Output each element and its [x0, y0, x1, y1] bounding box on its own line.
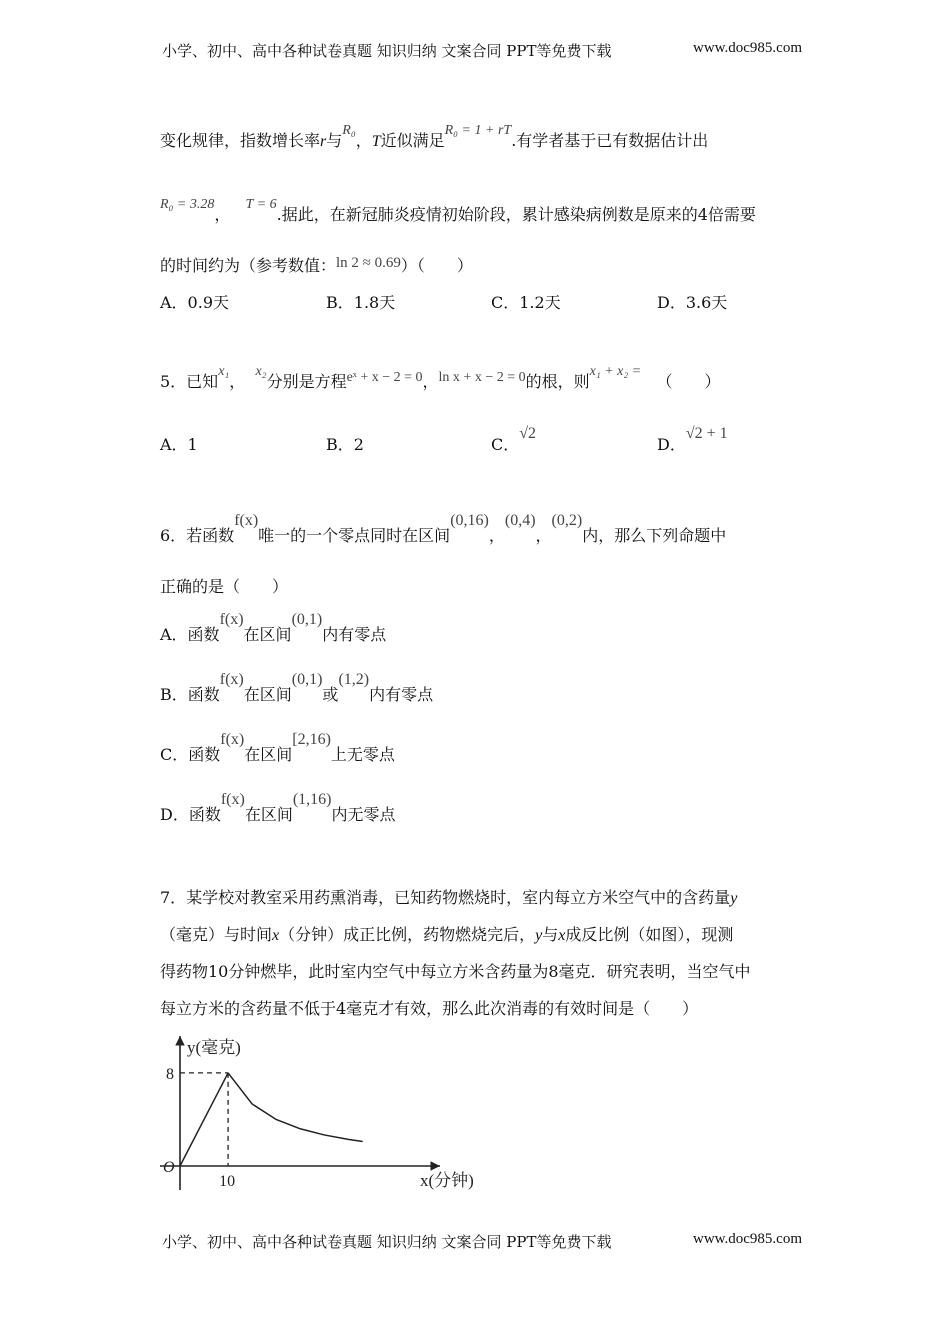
q4-option-d[interactable]: D．3.6天: [657, 293, 728, 312]
q4-text: ，: [355, 131, 372, 150]
q4-text: ，: [214, 205, 231, 224]
q4-option-b[interactable]: B．1.8天: [326, 293, 396, 312]
q6-option-a[interactable]: [160, 611, 387, 646]
q6-text: 6．若函数: [160, 526, 235, 545]
q6-math-interval: (0,1): [291, 611, 323, 628]
q6-text: 在区间: [243, 685, 292, 704]
q6-math-interval: (1,16): [292, 791, 332, 808]
q6-math-interval-1: (0,16): [450, 512, 489, 529]
q7-var-y: y: [730, 890, 738, 907]
header-site[interactable]: www.doc985.com: [692, 40, 802, 56]
series-line-1: [180, 1073, 228, 1166]
q7-text: （毫克）与时间: [160, 925, 273, 944]
q6-text: 在区间: [244, 745, 293, 764]
footer-text: 小学、初中、高中各种试卷真题 知识归纳 文案合同 PPT等免费下载: [162, 1233, 612, 1251]
q4-line-3: [160, 256, 473, 277]
q6-text: 在区间: [244, 805, 293, 824]
q6-math-fx: f(x): [219, 611, 244, 628]
q5-text: （ ）: [656, 372, 721, 391]
page-footer: [162, 1231, 802, 1252]
q5-option-d-label: D．: [657, 435, 686, 454]
q4-text: .据此，在新冠肺炎疫情初始阶段，累计感染病例数是原来的4倍需要: [276, 205, 756, 224]
q7-text: （分钟）成正比例，药物燃烧完后，: [279, 925, 536, 944]
x-tick-label: 10: [219, 1173, 236, 1190]
q7-line-2: [160, 925, 733, 946]
q7-line-1: [160, 888, 737, 909]
q6-stem-1: [160, 512, 727, 547]
q7-var-x: x: [272, 927, 280, 944]
q7-text: 成反比例（如图），现测: [565, 925, 734, 944]
x-axis-label: x(分钟): [420, 1171, 474, 1190]
page-header: [162, 40, 802, 61]
q4-line-1: [160, 123, 709, 153]
series-line-2: [228, 1073, 363, 1142]
header-text: 小学、初中、高中各种试卷真题 知识归纳 文案合同 PPT等免费下载: [162, 42, 612, 60]
q4-option-a[interactable]: A．0.9天: [160, 293, 230, 312]
q4-text: 近似满足: [380, 131, 445, 150]
q5-option-c-label: C．: [491, 435, 520, 454]
q6-stem-2: 正确的是（ ）: [160, 577, 289, 596]
q6-math-interval-3: (0,2): [551, 512, 583, 529]
q4-text: ）（ ）: [400, 256, 473, 275]
q6-option-d[interactable]: [160, 791, 396, 826]
q4-var-r: r: [320, 133, 327, 150]
q6-option-c[interactable]: [160, 731, 395, 766]
q5-option-c-math: √2: [519, 425, 537, 442]
q4-math-ln2: ln 2 ≈ 0.69: [336, 255, 401, 271]
q6-text: ，: [535, 526, 552, 545]
q5-math-x2: x₂: [255, 364, 267, 379]
q6-text: 在区间: [243, 625, 292, 644]
q6-text: 或: [322, 685, 339, 704]
q5-text: 5．已知: [160, 372, 219, 391]
origin-label: O: [163, 1159, 175, 1176]
q5-math-eq1: eˣ + x − 2 = 0: [346, 370, 423, 385]
q6-text: 内有零点: [322, 625, 387, 644]
q6-math-interval: (0,1): [291, 671, 323, 688]
q6-math-fx: f(x): [220, 731, 245, 748]
q5-option-b[interactable]: B．2: [326, 435, 364, 454]
q5-math-eq2: ln x + x − 2 = 0: [438, 370, 526, 385]
q7-line-4: 每立方米的含药量不低于4毫克才有效，那么此次消毒的有效时间是（ ）: [160, 999, 699, 1018]
q7-chart: [150, 1030, 480, 1200]
q5-option-d[interactable]: [657, 425, 728, 455]
q7-text: 与: [542, 925, 559, 944]
q4-text: .有学者基于已有数据估计出: [511, 131, 709, 150]
q6-text: 内无零点: [331, 805, 396, 824]
q5-stem: [160, 364, 721, 394]
q4-math-t-value: T = 6: [245, 197, 277, 212]
q6-text: 唯一的一个零点同时在区间: [258, 526, 451, 545]
q5-option-c[interactable]: [491, 425, 537, 455]
q6-text: 内，那么下列命题中: [582, 526, 727, 545]
y-tick-label: 8: [166, 1065, 174, 1083]
q5-text: 分别是方程: [266, 372, 347, 391]
q6-text: D．函数: [160, 805, 221, 824]
q4-line-2: [160, 197, 756, 227]
q6-math-fx: f(x): [234, 512, 259, 529]
q5-option-a[interactable]: A．1: [160, 435, 198, 454]
q4-var-t: T: [371, 133, 381, 150]
q5-math-sum: x₁ + x₂ =: [589, 364, 642, 379]
q6-text: 上无零点: [330, 745, 395, 764]
q6-math-fx: f(x): [219, 671, 244, 688]
q7-text: 7．某学校对教室采用药熏消毒，已知药物燃烧时，室内每立方米空气中的含药量: [160, 888, 731, 907]
q4-option-c[interactable]: C．1.2天: [491, 293, 561, 312]
q4-math-r0: R₀: [342, 123, 356, 138]
y-axis-label: y(毫克): [187, 1038, 241, 1057]
q5-option-d-math: √2 + 1: [685, 425, 728, 442]
q7-line-3: 得药物10分钟燃毕，此时室内空气中每立方米含药量为8毫克．研究表明，当空气中: [160, 962, 751, 981]
q6-math-interval: [2,16): [292, 731, 331, 748]
q6-math-fx: f(x): [220, 791, 245, 808]
q7-var-y: y: [535, 927, 543, 944]
q5-text: ，: [422, 372, 439, 391]
q4-math-formula: R₀ = 1 + rT: [444, 123, 512, 138]
q6-math-interval-2: (0,4): [504, 512, 536, 529]
q6-text: C．函数: [160, 745, 221, 764]
q6-option-b[interactable]: [160, 671, 434, 706]
q6-text: 内有零点: [369, 685, 434, 704]
q6-math-interval-2: (1,2): [338, 671, 370, 688]
q5-text: ，: [229, 372, 246, 391]
q4-text: 的时间约为（参考数值：: [160, 256, 337, 275]
q7-var-x: x: [558, 927, 566, 944]
footer-site[interactable]: www.doc985.com: [692, 1231, 802, 1247]
q5-math-x1: x₁: [218, 364, 230, 379]
q6-text: B．函数: [160, 685, 220, 704]
q5-text: 的根，则: [525, 372, 590, 391]
q4-text: 与: [326, 131, 343, 150]
q6-text: ，: [488, 526, 505, 545]
q4-text: 变化规律，指数增长率: [160, 131, 321, 150]
q4-math-r0-value: R₀ = 3.28: [160, 197, 215, 212]
q6-text: A．函数: [160, 625, 220, 644]
